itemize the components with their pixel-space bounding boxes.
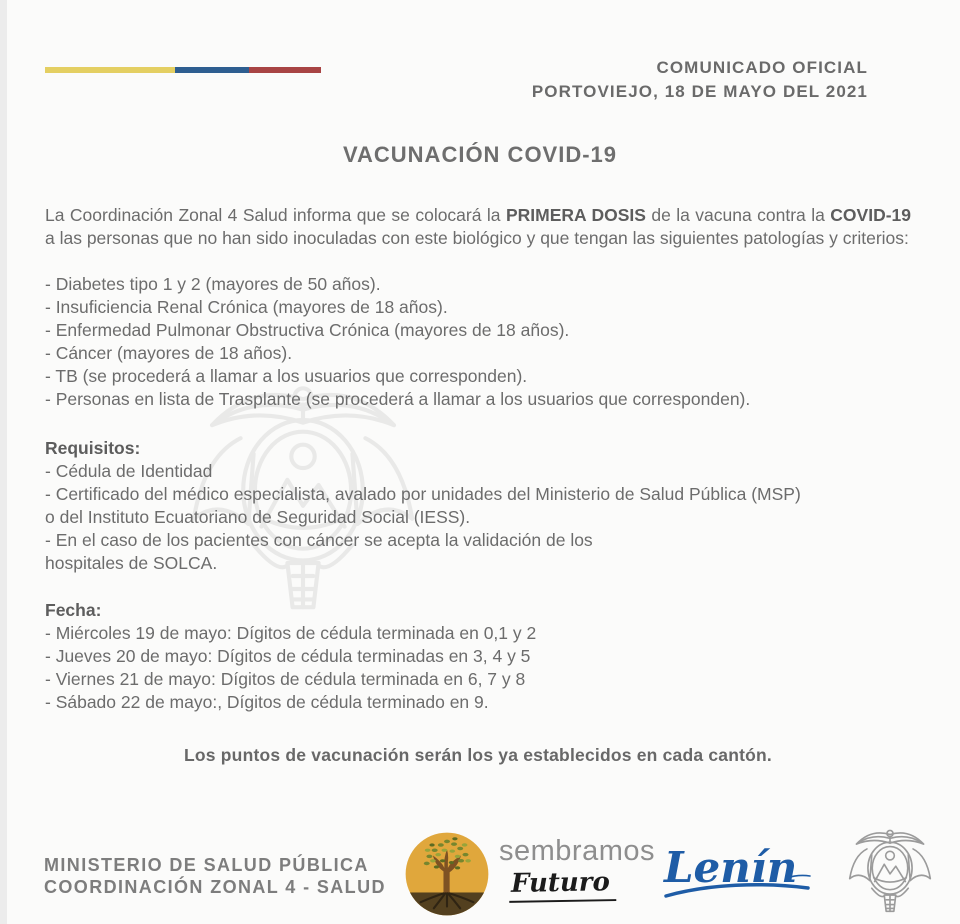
list-item: - Sábado 22 de mayo:, Dígitos de cédula terminado en 9. xyxy=(45,692,489,712)
list-item: - Miércoles 19 de mayo: Dígitos de cédula terminada en 0,1 y 2 xyxy=(45,623,537,643)
futuro-script-text: Futuro xyxy=(509,867,616,903)
flag-yellow-segment xyxy=(45,67,175,73)
flag-blue-segment xyxy=(175,67,250,73)
list-item: - Enfermedad Pulmonar Obstructiva Crónica (mayores de 18 años). xyxy=(45,320,570,340)
communique-label: COMUNICADO OFICIAL xyxy=(656,58,868,77)
intro-text-1: La Coordinación Zonal 4 Salud informa que se colocará la xyxy=(45,205,506,225)
list-item: - Cédula de Identidad xyxy=(45,461,213,481)
scan-edge-shadow xyxy=(0,0,7,924)
closing-statement: Los puntos de vacunación serán los ya establecidos en cada cantón. xyxy=(184,745,772,765)
intro-text-3: a las personas que no han sido inoculadas con este biológico y que tengan las siguientes patologías y criterios: xyxy=(45,228,909,248)
footer xyxy=(0,818,960,924)
intro-bold-covid19: COVID-19 xyxy=(830,205,911,225)
intro-bold-primera-dosis: PRIMERA DOSIS xyxy=(505,205,646,225)
requisitos-heading: Requisitos: xyxy=(45,438,141,458)
lenin-signature-logo xyxy=(658,832,823,916)
list-item: - Viernes 21 de mayo: Dígitos de cédula terminada en 6, 7 y 8 xyxy=(45,669,526,689)
sembramos-futuro-wordmark xyxy=(499,836,659,902)
zonal-coordination: COORDINACIÓN ZONAL 4 - SALUD xyxy=(44,877,386,897)
ecuador-flag-bar xyxy=(45,67,321,73)
sembramos-text: sembramos xyxy=(499,835,655,867)
lenin-signature-text: Lenín xyxy=(664,843,798,892)
document-body xyxy=(45,204,911,767)
list-item: - Certificado del médico especialista, avalado por unidades del Ministerio de Salud Pública (MSP) xyxy=(45,484,801,504)
header-meta xyxy=(532,56,868,104)
ministry-name: MINISTERIO DE SALUD PÚBLICA xyxy=(44,855,369,875)
list-item: - Insuficiencia Renal Crónica (mayores de 18 años). xyxy=(45,297,448,317)
intro-text-2: de la vacuna contra la xyxy=(645,205,831,225)
list-item: - TB (se procederá a llamar a los usuarios que corresponden). xyxy=(45,366,528,386)
ministry-signature-text xyxy=(44,854,386,898)
requisitos-list xyxy=(45,460,911,575)
list-item-continuation: hospitales de SOLCA. xyxy=(45,553,218,573)
list-item-continuation: o del Instituto Ecuatoriano de Seguridad Social (IESS). xyxy=(45,507,471,527)
list-item: - Diabetes tipo 1 y 2 (mayores de 50 años). xyxy=(45,274,381,294)
list-item: - En el caso de los pacientes con cáncer se acepta la validación de los xyxy=(45,530,593,550)
list-item: - Cáncer (mayores de 18 años). xyxy=(45,343,293,363)
page-title: VACUNACIÓN COVID-19 xyxy=(342,142,618,167)
place-date-line: PORTOVIEJO, 18 DE MAYO DEL 2021 xyxy=(531,82,868,101)
fecha-list xyxy=(45,622,911,714)
list-item: - Personas en lista de Trasplante (se procederá a llamar a los usuarios que corresponden). xyxy=(45,389,751,409)
sembramos-futuro-tree-logo-icon xyxy=(403,830,491,918)
fecha-heading: Fecha: xyxy=(45,600,102,620)
intro-paragraph xyxy=(45,204,911,250)
list-item: - Jueves 20 de mayo: Dígitos de cédula terminadas en 3, 4 y 5 xyxy=(45,646,531,666)
flag-red-segment xyxy=(249,67,321,73)
pathologies-list xyxy=(45,273,911,411)
ecuador-coat-of-arms-icon xyxy=(842,822,938,920)
